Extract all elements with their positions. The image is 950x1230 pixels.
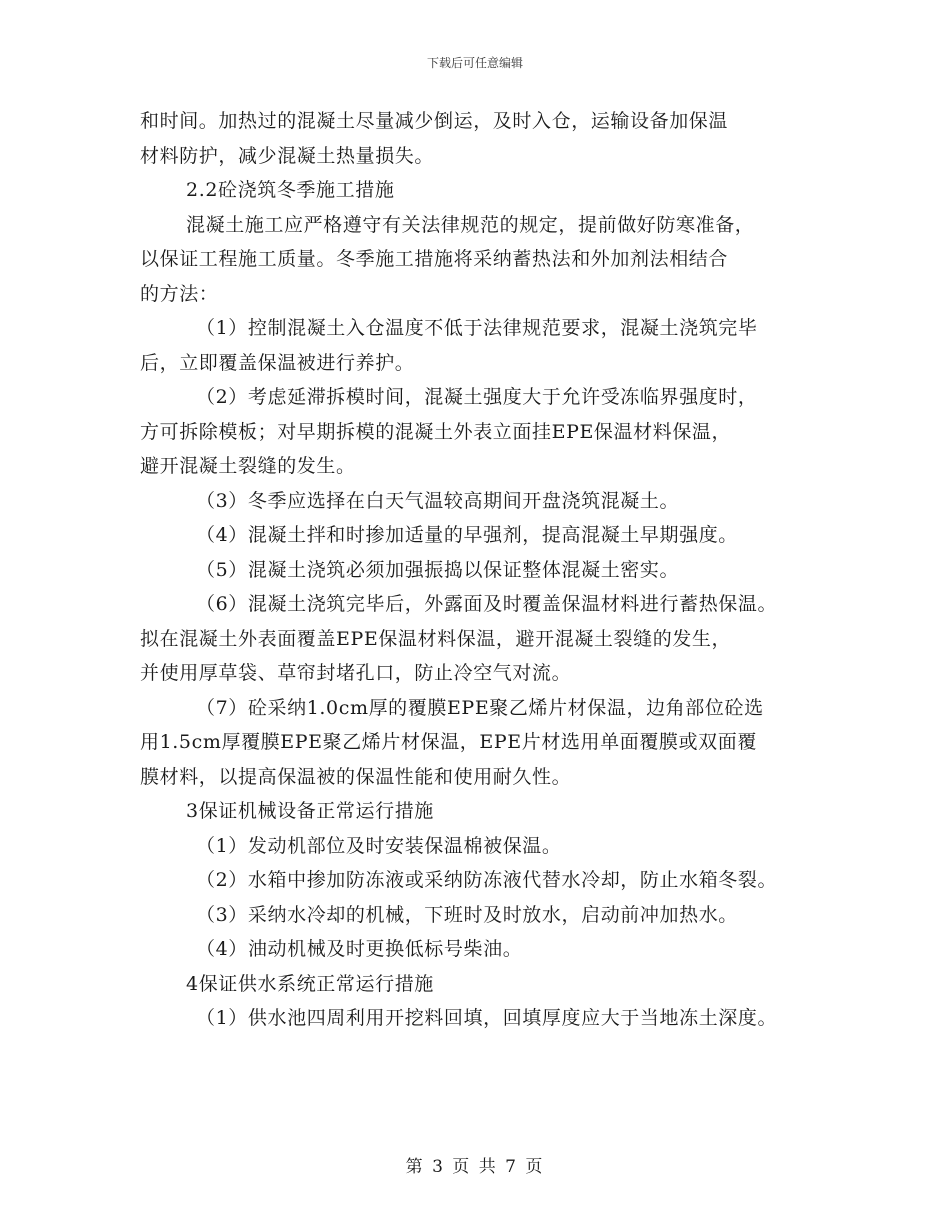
text-line: 方可拆除模板；对早期拆模的混凝土外表立面挂EPE保温材料保温， xyxy=(140,420,732,443)
text-line: 材料防护，减少混凝土热量损失。 xyxy=(140,144,435,167)
text-line: （2）考虑延滞拆模时间，混凝土强度大于允许受冻临界强度时， xyxy=(196,386,758,408)
text-line: （5）混凝土浇筑必须加强振捣以保证整体混凝土密实。 xyxy=(196,558,680,581)
text-line: 和时间。加热过的混凝土尽量减少倒运，及时入仓，运输设备加保温 xyxy=(140,110,729,132)
text-line: 混凝土施工应严格遵守有关法律规范的规定，提前做好防寒准备， xyxy=(186,213,755,236)
text-line: 膜材料，以提高保温被的保温性能和使用耐久性。 xyxy=(140,765,572,788)
text-line: 4保证供水系统正常运行措施 xyxy=(186,972,434,995)
text-line: 用1.5cm厚覆膜EPE聚乙烯片材保温，EPE片材选用单面覆膜或双面覆 xyxy=(140,731,757,753)
document-body xyxy=(140,104,840,1036)
page-header: 下载后可任意编辑 xyxy=(426,56,523,70)
text-line: （3）采纳水冷却的机械，下班时及时放水，启动前冲加热水。 xyxy=(196,903,738,926)
text-line: （7）砼采纳1.0cm厚的覆膜EPE聚乙烯片材保温，边角部位砼选 xyxy=(196,696,764,719)
text-line: 2.2砼浇筑冬季施工措施 xyxy=(186,179,395,201)
text-line: 后，立即覆盖保温被进行养护。 xyxy=(140,351,415,374)
text-line: （4）油动机械及时更换低标号柴油。 xyxy=(196,938,523,960)
text-line: （3）冬季应选择在白天气温较高期间开盘浇筑混凝土。 xyxy=(196,489,680,512)
text-line: （1）控制混凝土入仓温度不低于法律规范要求，混凝土浇筑完毕 xyxy=(196,317,758,339)
text-line: （1）发动机部位及时安装保温棉被保温。 xyxy=(196,834,562,857)
text-line: （4）混凝土拌和时掺加适量的早强剂，提高混凝土早期强度。 xyxy=(196,524,738,546)
text-line: 的方法： xyxy=(140,282,219,305)
text-line: （1）供水池四周利用开挖料回填，回填厚度应大于当地冻土深度。 xyxy=(196,1007,778,1029)
page-footer: 第 3 页 共 7 页 xyxy=(405,1157,545,1177)
text-line: （2）水箱中掺加防冻液或采纳防冻液代替水冷却，防止水箱冬裂。 xyxy=(196,869,778,891)
text-line: 拟在混凝土外表面覆盖EPE保温材料保温，避开混凝土裂缝的发生， xyxy=(140,627,732,650)
text-line: 避开混凝土裂缝的发生。 xyxy=(140,455,356,477)
text-line: 以保证工程施工质量。冬季施工措施将采纳蓄热法和外加剂法相结合 xyxy=(140,248,729,270)
text-line: 并使用厚草袋、草帘封堵孔口，防止冷空气对流。 xyxy=(140,662,572,684)
text-line: （6）混凝土浇筑完毕后，外露面及时覆盖保温材料进行蓄热保温。 xyxy=(196,593,778,615)
text-line: 3保证机械设备正常运行措施 xyxy=(186,800,434,822)
